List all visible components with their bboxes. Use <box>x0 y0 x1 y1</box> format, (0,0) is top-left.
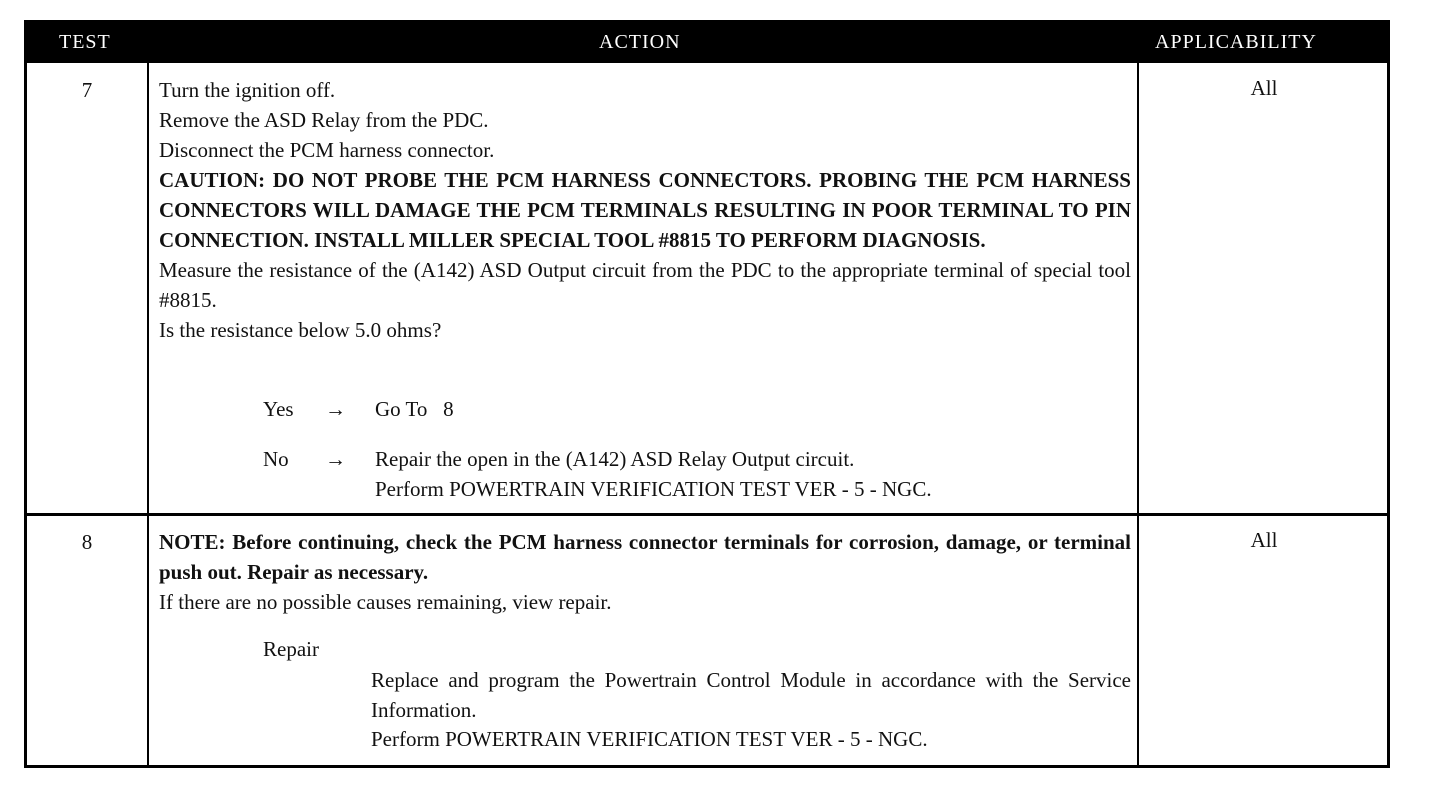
step-line: Disconnect the PCM harness connector. <box>159 138 495 162</box>
column-divider <box>1137 63 1139 765</box>
yes-label: Yes <box>263 397 294 421</box>
step-line: Turn the ignition off. <box>159 78 336 102</box>
measure-instruction: Measure the resistance of the (A142) ASD Output circuit from the PDC to the appropriate terminal of special tool #8815. <box>159 258 1131 312</box>
yes-action: Go To 8 <box>375 397 454 421</box>
no-action-repair: Repair the open in the (A142) ASD Relay Output circuit. <box>375 447 855 471</box>
row-divider <box>27 513 1387 516</box>
action-text <box>159 75 1131 345</box>
repair-verify: Perform POWERTRAIN VERIFICATION TEST VER - 5 - NGC. <box>371 727 928 751</box>
header-test: TEST <box>59 31 111 53</box>
action-text <box>159 527 1131 617</box>
arrow-icon: → <box>325 397 346 421</box>
repair-label: Repair <box>263 637 319 661</box>
header-action: ACTION <box>599 31 681 53</box>
applicability-value: All <box>1250 528 1278 552</box>
question-text: Is the resistance below 5.0 ohms? <box>159 318 442 342</box>
note-text: NOTE: Before continuing, check the PCM harness connector terminals for corrosion, damage, or terminal push out. Repair as necessary. <box>159 530 1131 584</box>
column-divider <box>147 63 149 765</box>
table-header <box>27 23 1387 63</box>
test-number: 7 <box>81 78 93 102</box>
arrow-icon: → <box>325 447 346 471</box>
test-number: 8 <box>81 530 93 554</box>
no-action-verify: Perform POWERTRAIN VERIFICATION TEST VER - 5 - NGC. <box>375 477 932 501</box>
repair-instruction: Replace and program the Powertrain Control Module in accordance with the Service Information. <box>371 668 1131 722</box>
diagnostic-table <box>24 20 1390 768</box>
header-applicability: APPLICABILITY <box>1155 31 1317 53</box>
step-line: If there are no possible causes remaining, view repair. <box>159 590 612 614</box>
step-line: Remove the ASD Relay from the PDC. <box>159 108 489 132</box>
applicability-value: All <box>1250 76 1278 100</box>
no-label: No <box>263 447 289 471</box>
caution-text: CAUTION: DO NOT PROBE THE PCM HARNESS CONNECTORS. PROBING THE PCM HARNESS CONNECTORS WILL DAMAGE THE PCM TERMINALS RESULTING IN POOR TERMINAL TO PIN CONNECTION. INSTALL MILLER SPECIAL TOOL #8815 TO PERFORM DIAGNOSIS. <box>159 168 1131 252</box>
